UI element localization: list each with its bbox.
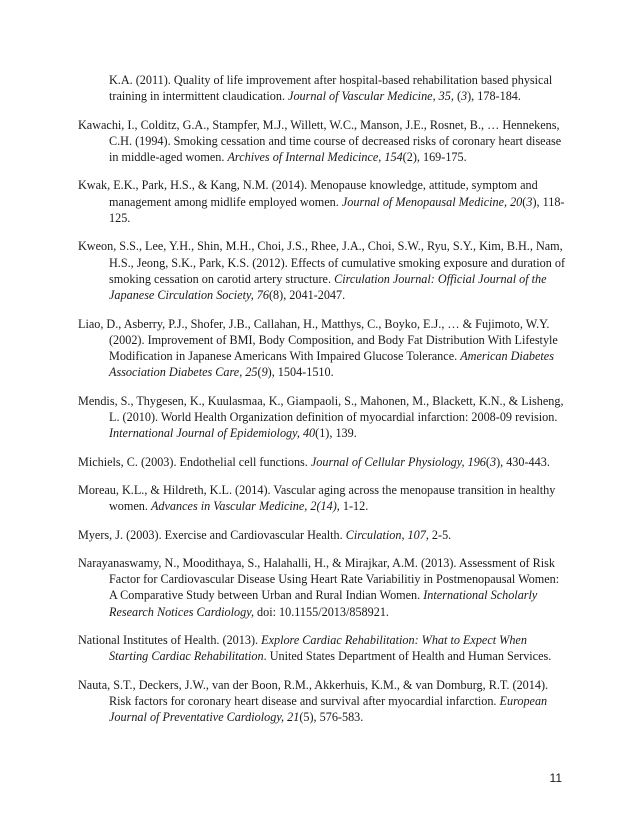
reference-text: ), 118-125.	[109, 194, 565, 226]
reference-entry	[78, 393, 568, 442]
reference-text: (	[485, 454, 490, 469]
reference-entry	[78, 316, 568, 381]
reference-italic-text: European Journal of Preventative Cardiology, 21	[109, 693, 548, 725]
reference-text: (5), 576-583.	[299, 710, 364, 725]
reference-italic-text: Circulation	[345, 527, 402, 542]
reference-italic-text: Circulation Journal: Official Journal of the Japanese Circulation Society, 76	[109, 271, 547, 303]
reference-text: ,	[378, 150, 385, 165]
reference-text: Kawachi, I., Colditz, G.A., Stampfer, M.J., Willett, W.C., Manson, J.E., Rosnet, B., … Hennekens, C.H. (1994). Smoking cessation and time course of decreased risks of coronary heart disease in middle-aged women.	[78, 117, 562, 165]
reference-italic-text: Archives of Internal Medicince	[227, 150, 379, 165]
reference-italic-text: 3	[461, 89, 468, 104]
reference-italic-text: American Diabetes Association Diabetes Care, 25	[109, 349, 554, 380]
page-number: 11	[549, 771, 562, 785]
reference-text: , 2-5.	[425, 527, 452, 542]
reference-text: (8), 2041-2047.	[268, 288, 346, 303]
reference-list	[78, 72, 568, 738]
reference-text: Kweon, S.S., Lee, Y.H., Shin, M.H., Choi, J.S., Rhee, J.A., Choi, S.W., Ryu, S.Y., Kim, B.H., Nam, H.S., Jeong, S.K., Park, K.S. (2012). Effects of cumulative smoking exposure and duration of smoking cessation on carotid artery structure.	[78, 239, 566, 286]
reference-italic-text: 3	[489, 454, 497, 469]
reference-italic-text: 3	[526, 194, 533, 209]
reference-italic-text: Explore Cardiac Rehabilitation: What to Expect When Starting Cardiac Rehabilitation	[109, 633, 527, 664]
reference-text: Myers, J. (2003). Exercise and Cardiovascular Health.	[78, 527, 346, 542]
reference-text: Kwak, E.K., Park, H.S., & Kang, N.M. (2014). Menopause knowledge, attitude, symptom and management among midlife employed women.	[78, 178, 538, 209]
reference-entry	[78, 72, 568, 105]
reference-text: ), 178-184.	[467, 89, 521, 104]
reference-text: ), 1504-1510.	[267, 365, 334, 380]
reference-text: Moreau, K.L., & Hildreth, K.L. (2014). Vascular aging across the menopause transition in healthy women.	[78, 482, 556, 514]
reference-text: 1-12.	[339, 499, 369, 514]
reference-text: doi: 10.1155/2013/858921.	[254, 604, 389, 619]
reference-text: K.A. (2011). Quality of life improvement after hospital-based rehabilitation based physical training in intermittent claudication.	[109, 73, 553, 104]
reference-italic-text: 107	[407, 527, 426, 542]
reference-entry	[78, 177, 568, 226]
reference-italic-text: 9	[261, 365, 268, 380]
reference-text: ,	[401, 527, 408, 542]
reference-italic-text: International Journal of Epidemiology, 40	[109, 426, 316, 441]
reference-text: (	[257, 365, 262, 380]
reference-italic-text: Journal of Vascular Medicine, 35,	[288, 89, 454, 104]
reference-entry	[78, 238, 568, 303]
reference-text: Nauta, S.T., Deckers, J.W., van der Boon, R.M., Akkerhuis, K.M., & van Domburg, R.T. (2014). Risk factors for coronary heart disease and survival after myocardial infarction.	[78, 677, 549, 708]
reference-italic-text: 154	[384, 150, 403, 165]
reference-text: Mendis, S., Thygesen, K., Kuulasmaa, K., Giampaoli, S., Mahonen, M., Blackett, K.N., & Lisheng, L. (2010). World Health Organization definition of myocardial infarction: 2008-09 revision.	[78, 393, 564, 425]
reference-text: ), 430-443.	[496, 454, 550, 469]
reference-italic-text: Journal of Cellular Physiology, 196	[310, 454, 486, 469]
reference-text: . United States Department of Health and Human Services.	[263, 649, 552, 664]
reference-entry	[78, 454, 568, 470]
reference-italic-text: Journal of Menopausal Medicine, 20	[341, 194, 523, 209]
reference-entry	[78, 632, 568, 665]
reference-text: Michiels, C. (2003). Endothelial cell functions.	[78, 454, 311, 469]
reference-text: Narayanaswamy, N., Moodithaya, S., Halahalli, H., & Mirajkar, A.M. (2013). Assessment of Risk Factor for Cardiovascular Disease Using Heart Rate Variabilitiy in Postmenopausal Women: A Comparative Study between Urban and Rural Indian Women.	[78, 555, 560, 603]
reference-text: (	[522, 194, 527, 209]
reference-text: (2), 169-175.	[402, 150, 467, 165]
reference-entry	[78, 117, 568, 166]
reference-text: Liao, D., Asberry, P.J., Shofer, J.B., Callahan, H., Matthys, C., Boyko, E.J., … & Fujimoto, W.Y. (2002). Improvement of BMI, Body Composition, and Body Fat Distribution With Lifestyle Modification in Japanese Americans With Impaired Glucose Tolerance.	[78, 316, 558, 364]
reference-entry	[78, 482, 568, 515]
reference-text: National Institutes of Health. (2013).	[78, 633, 262, 648]
reference-text: (1), 139.	[315, 426, 357, 441]
reference-italic-text: International Scholarly Research Notices Cardiology,	[109, 588, 538, 619]
reference-entry	[78, 555, 568, 620]
reference-text: (	[453, 89, 462, 104]
reference-entry	[78, 527, 568, 543]
reference-italic-text: Advances in Vascular Medicine, 2(14),	[150, 499, 340, 514]
reference-entry	[78, 677, 568, 726]
